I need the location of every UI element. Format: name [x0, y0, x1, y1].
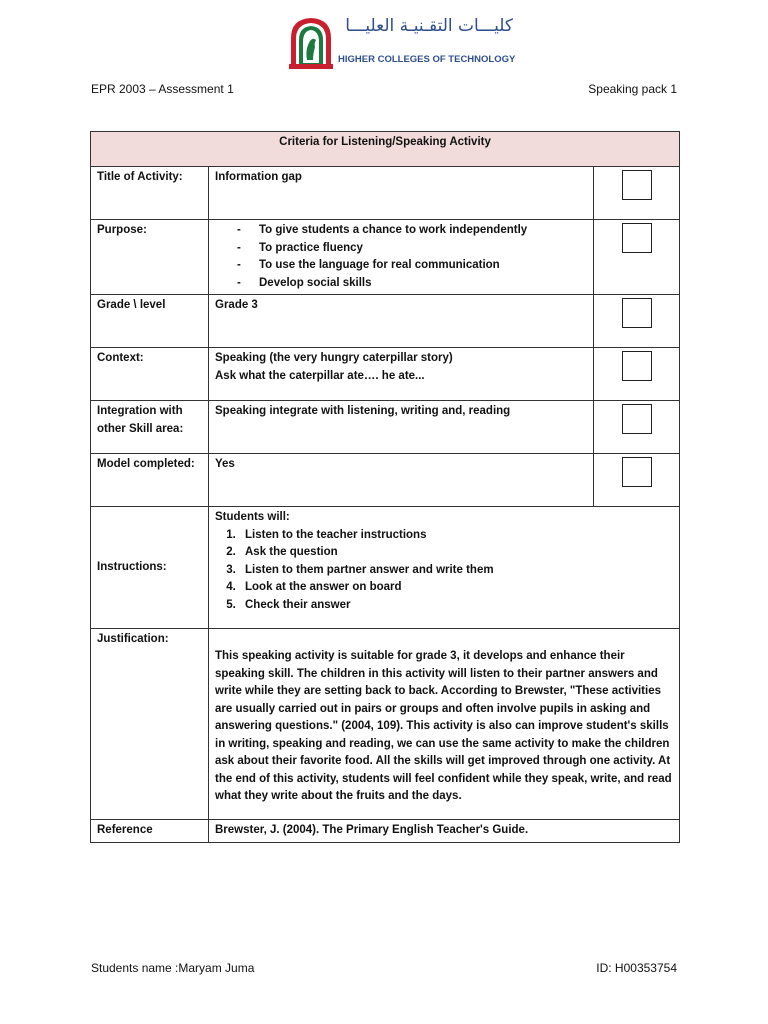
table-row — [91, 454, 680, 507]
checkbox[interactable] — [622, 457, 652, 487]
table-title-row — [91, 132, 680, 167]
list-item: 4. Look at the answer on board — [239, 579, 673, 597]
context-line: Speaking (the very hungry caterpillar story) — [215, 352, 453, 364]
list-item: - Develop social skills — [237, 275, 587, 293]
table-row — [91, 220, 680, 295]
checkbox[interactable] — [622, 351, 652, 381]
course-header: EPR 2003 – Assessment 1 — [91, 82, 234, 96]
activity-title-value: Information gap — [209, 167, 594, 220]
row-label: Instructions: — [91, 507, 209, 629]
checkbox[interactable] — [622, 170, 652, 200]
row-label: Title of Activity: — [91, 167, 209, 220]
table-row — [91, 167, 680, 220]
context-line: Ask what the caterpillar ate…. he ate... — [215, 369, 425, 382]
logo-english-text: HIGHER COLLEGES OF TECHNOLOGY — [338, 54, 516, 65]
checkbox[interactable] — [622, 298, 652, 328]
integration-value: Speaking integrate with listening, writing and, reading — [209, 401, 594, 454]
list-item: - To use the language for real communication — [237, 257, 587, 275]
list-item: 5. Check their answer — [239, 597, 673, 615]
reference-value: Brewster, J. (2004). The Primary English Teacher's Guide. — [209, 820, 680, 843]
table-title: Criteria for Listening/Speaking Activity — [91, 132, 680, 167]
student-id: ID: H00353754 — [596, 961, 677, 975]
list-item: 2. Ask the question — [239, 544, 673, 562]
pack-header: Speaking pack 1 — [588, 82, 677, 96]
row-label: Justification: — [91, 629, 209, 820]
logo-arabic-text: كليـــات التقـنيـة العليـــا — [345, 16, 513, 36]
table-row — [91, 401, 680, 454]
college-emblem-icon — [288, 16, 334, 70]
student-name: Students name :Maryam Juma — [91, 961, 255, 975]
list-item: - To practice fluency — [237, 240, 587, 258]
checkbox[interactable] — [622, 404, 652, 434]
table-row — [91, 507, 680, 629]
table-row — [91, 295, 680, 348]
list-item: 3. Listen to them partner answer and write them — [239, 562, 673, 580]
row-label: Grade \ level — [91, 295, 209, 348]
table-row — [91, 820, 680, 843]
row-label: Context: — [91, 348, 209, 401]
list-item: 1. Listen to the teacher instructions — [239, 527, 673, 545]
justification-text: This speaking activity is suitable for grade 3, it develops and enhance their speaking skill. The children in this activity will listen to their partner answers and write while they are setting back to back. According to Brewster, "These activities are usually carried out in pairs or groups and often involve pupils in asking and answering questions." (2004, 109). This activity is also can improve student's skills in writing, speaking and reading, we can use the same activity to make the children ask about their favorite food. All the skills will get improved through one activity. At the end of this activity, students will feel confident while they speak, write, and read what they write about the fruits and the days. — [209, 629, 680, 820]
model-value: Yes — [209, 454, 594, 507]
criteria-table — [90, 131, 680, 843]
purpose-list — [215, 222, 587, 292]
list-item: - To give students a chance to work independently — [237, 222, 587, 240]
grade-value: Grade 3 — [209, 295, 594, 348]
row-label: Integration with other Skill area: — [91, 401, 209, 454]
table-row — [91, 348, 680, 401]
instructions-list — [215, 527, 673, 615]
checkbox[interactable] — [622, 223, 652, 253]
table-row — [91, 629, 680, 820]
row-label: Purpose: — [91, 220, 209, 295]
college-logo — [288, 16, 528, 72]
row-label: Model completed: — [91, 454, 209, 507]
row-label: Reference — [91, 820, 209, 843]
instructions-intro: Students will: — [215, 511, 290, 523]
